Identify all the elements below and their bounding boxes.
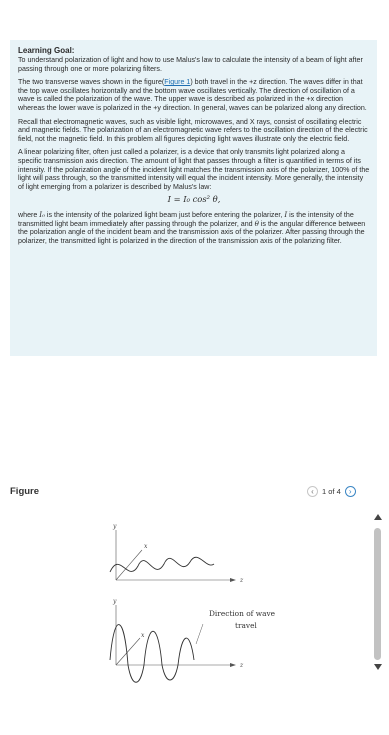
- bottom-axis-y-label: y: [113, 598, 117, 605]
- figure-pager: [307, 486, 356, 497]
- bottom-wave-curve: [110, 625, 194, 683]
- top-axis-z-label: z: [240, 577, 244, 584]
- p4-end: is the angular difference between the polarization angle of the incident beam and the transmission axis of the polarizer. After passing through the polarizer, the transmitted light is polarized in the direction of the transmission axis of the polarizing filter.: [18, 219, 366, 245]
- p4-where: where: [18, 210, 40, 219]
- direction-of-travel-caption-line2: travel: [235, 621, 257, 630]
- p4-mid1: is the intensity of the polarized light beam just before entering the polarizer,: [44, 210, 285, 219]
- paragraph-malus-variables: [18, 211, 370, 245]
- top-wave-curve: [110, 557, 214, 572]
- top-z-arrowhead: [230, 578, 236, 582]
- figure-label: Figure: [10, 486, 40, 497]
- p1-text-start: The two transverse waves shown in the figure(: [18, 78, 165, 87]
- scrollbar-thumb[interactable]: [374, 528, 381, 660]
- paragraph-polarizer: A linear polarizing filter, often just called a polarizer, is a device that only transmits light polarized along a specific transmission axis direction. The amount of light that passes through a filter is quantified in terms of its intensity. If the polarization angle of the incident light matches the transmission axis of the polarizer, 100% of the light will pass through, so the transmitted intensity will equal the incident intensity. More generally, the intensity of light emerging from a polarizer is described by Malus's law:: [18, 148, 370, 191]
- p4-mid2: is the intensity of the transmitted light beam immediately after passing through the polarizer, and: [18, 210, 354, 228]
- direction-of-travel-caption-line1: Direction of wave: [209, 609, 276, 618]
- top-axis-y-label: y: [113, 523, 117, 530]
- malus-law-equation: I = I₀ cos² θ,: [167, 194, 221, 205]
- previous-figure-button[interactable]: ‹: [307, 486, 318, 497]
- caption-pointer-line: [196, 624, 203, 644]
- symbol-theta: θ: [254, 218, 259, 228]
- learning-goal-intro: To understand polarization of light and how to use Malus's law to calculate the intensity of a beam of light after passing through one or more polarizing filters.: [18, 56, 363, 73]
- top-wave-diagram: [110, 523, 244, 584]
- scroll-up-arrow-icon[interactable]: [374, 514, 382, 520]
- p1-text-end: ) both travel in the +z direction. The waves differ in that the top wave oscillates horizontally and the bottom wave oscillates vertically. The direction of oscillation of a wave is called the polarization of the wave. The upper wave is described as polarized in the +x direction whereas the lower wave is polarized in the +y direction. In general, waves can be polarized along any direction.: [18, 78, 367, 112]
- bottom-axis-z-label: z: [240, 662, 244, 669]
- learning-goal-title: Learning Goal:: [18, 46, 75, 55]
- scroll-down-arrow-icon[interactable]: [374, 664, 382, 670]
- figure-1-link[interactable]: Figure 1: [164, 78, 191, 87]
- figure-scrollbar[interactable]: [373, 512, 383, 672]
- figure-page-indicator: 1 of 4: [322, 487, 341, 496]
- bottom-z-arrowhead: [230, 663, 236, 667]
- top-axis-x-label: x: [144, 543, 148, 550]
- symbol-i: I: [284, 209, 288, 219]
- paragraph-transverse-waves: [18, 78, 370, 112]
- bottom-axis-x-label: x: [141, 632, 145, 639]
- next-figure-button[interactable]: ›: [345, 486, 356, 497]
- symbol-i0: I₀: [39, 209, 45, 219]
- learning-goal-panel: [10, 40, 377, 356]
- bottom-wave-diagram: [110, 598, 275, 682]
- learning-goal-content: [18, 46, 370, 250]
- polarization-figure: [80, 520, 310, 695]
- paragraph-em-waves: Recall that electromagnetic waves, such as visible light, microwaves, and X rays, consist of oscillating electric and magnetic fields. The polarization of an electromagnetic wave refers to the oscillation direction of the electric field, not the magnetic field. In this problem all figures depicting light waves illustrate only the electric field.: [18, 117, 368, 143]
